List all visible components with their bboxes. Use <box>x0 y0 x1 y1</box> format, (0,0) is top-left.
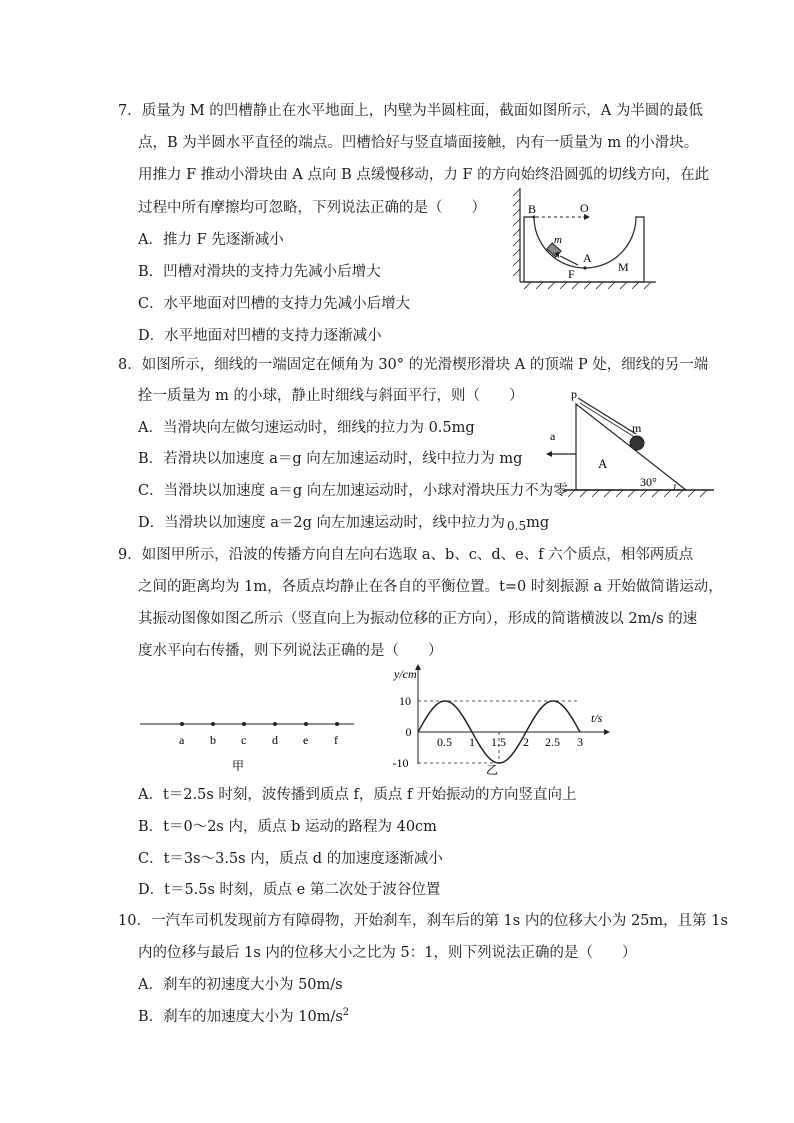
q9-stem-line4: 度水平向右传播，则下列说法正确的是（ ） <box>138 643 443 659</box>
q8-stem-line2: 拴一质量为 m 的小球，静止时细线与斜面平行，则（ ） <box>138 388 524 404</box>
q8-option-a: A．当滑块向左做匀速运动时，细线的拉力为 0.5mg <box>138 420 475 436</box>
ground-hatch <box>568 490 707 497</box>
q8-option-c: C．当滑块以加速度 a＝g 向左加速运动时，小球对滑块压力不为零 <box>138 483 568 499</box>
label-angle: 30° <box>640 475 657 489</box>
label-o: O <box>580 201 589 215</box>
accel-arrowhead <box>546 451 552 457</box>
particle-f-dot <box>335 722 339 726</box>
label-a-accel: a <box>550 429 556 443</box>
x-axis-label: t/s <box>591 711 603 725</box>
q8-option-d <box>138 513 549 533</box>
q7-stem-line4: 过程中所有摩擦均可忽略，下列说法正确的是（ ） <box>138 200 486 216</box>
x-tick-2: 2 <box>523 735 529 749</box>
q7-option-a: A．推力 F 先逐渐减小 <box>138 232 284 248</box>
particle-c-label: c <box>241 733 247 747</box>
x-tick-1.5: 1.5 <box>491 735 506 749</box>
particle-a-label: a <box>179 733 185 747</box>
particle-a-dot <box>180 722 184 726</box>
q10-option-b <box>138 1007 349 1027</box>
particle-d-label: d <box>272 733 278 747</box>
chart-title: 乙 <box>486 763 499 777</box>
q7-stem-line1: 7．质量为 M 的凹槽静止在水平地面上，内壁为半圆柱面，截面如图所示，A 为半圆的最低 <box>118 103 703 119</box>
label-f: F <box>568 267 575 281</box>
point-a <box>583 266 586 269</box>
q9-option-d: D．t＝5.5s 时刻，质点 e 第二次处于波谷位置 <box>138 882 441 898</box>
x-tick-3: 3 <box>577 735 583 749</box>
q9-stem-line2: 之间的距离均为 1m，各质点均静止在各自的平衡位置。t=0 时刻振源 a 开始做简谐运动， <box>138 579 723 595</box>
q8-stem-line1: 8．如图所示，细线的一端固定在倾角为 30° 的光滑楔形滑块 A 的顶端 P 处，细线的另一端 <box>118 357 709 373</box>
q8-option-b: B．若滑块以加速度 a＝g 向左加速运动时，线中拉力为 mg <box>138 451 523 467</box>
q8-wedge-figure <box>540 386 720 502</box>
particle-b-dot <box>211 722 215 726</box>
q10-stem-line2: 内的位移与最后 1s 内的位移大小之比为 5：1，则下列说法正确的是（ ） <box>138 945 637 961</box>
y-tick-10: 10 <box>399 694 411 708</box>
particle-e-label: e <box>303 733 309 747</box>
x-tick-0.5: 0.5 <box>437 735 452 749</box>
q7-option-c: C．水平地面对凹槽的支持力先减小后增大 <box>138 296 411 312</box>
label-p: p <box>571 387 577 401</box>
label-m-small: m <box>554 234 562 246</box>
q9-option-c: C．t＝3s～3.5s 内，质点 d 的加速度逐渐减小 <box>138 851 443 867</box>
q10-option-b-text: B．刹车的加速度大小为 10m/s <box>138 1009 343 1025</box>
x-tick-2.5: 2.5 <box>545 735 560 749</box>
x-axis-arrow <box>604 729 610 735</box>
y-tick-0: 0 <box>405 725 412 739</box>
label-a-wedge: A <box>598 456 608 471</box>
particle-d-dot <box>273 722 277 726</box>
particle-b-label: b <box>210 733 216 747</box>
particle-e-dot <box>304 722 308 726</box>
ground-hatch <box>524 282 651 289</box>
x-tick-1: 1 <box>469 735 475 749</box>
q10-stem-line1: 10．一汽车司机发现前方有障碍物，开始刹车，刹车后的第 1s 内的位移大小为 25m，且第 1s <box>118 913 728 929</box>
q7-option-d: D．水平地面对凹槽的支持力逐渐减小 <box>138 328 382 344</box>
q8-option-d-value: 0.5 <box>507 519 527 533</box>
q9-stem-line1: 9．如图甲所示，沿波的传播方向自左向右选取 a、b、c、d、e、f 六个质点，相邻两质点 <box>118 547 694 563</box>
label-b: B <box>528 202 537 216</box>
label-m: m <box>632 421 642 435</box>
point-o <box>584 216 587 219</box>
ball <box>630 436 644 450</box>
q7-groove-figure <box>510 186 660 296</box>
q9-option-b: B．t＝0～2s 内，质点 b 运动的路程为 40cm <box>138 819 437 835</box>
particle-c-dot <box>242 722 246 726</box>
q10-option-b-exponent: 2 <box>342 1007 350 1018</box>
q9-fig-jia <box>136 708 366 778</box>
q8-option-d-text: D．当滑块以加速度 a＝2g 向左加速运动时，线中拉力为 <box>138 515 505 531</box>
label-a: A <box>583 251 592 265</box>
y-tick--10: -10 <box>392 756 409 770</box>
particle-f-label: f <box>334 733 338 747</box>
q7-stem-line2: 点，B 为半圆水平直径的端点。凹槽恰好与竖直墙面接触，内有一质量为 m 的小滑块。 <box>138 135 699 151</box>
q7-option-b: B．凹槽对滑块的支持力先减小后增大 <box>138 264 381 280</box>
y-axis-label: y/cm <box>394 667 417 681</box>
caption-jia: 甲 <box>232 759 245 773</box>
q8-option-d-unit: mg <box>526 515 550 531</box>
wall-hatch <box>513 189 520 276</box>
q9-vibration-chart <box>378 662 628 777</box>
q9-option-a: A．t＝2.5s 时刻，波传播到质点 f，质点 f 开始振动的方向竖直向上 <box>138 787 577 803</box>
q10-option-a: A．刹车的初速度大小为 50m/s <box>138 977 343 993</box>
q9-stem-line3: 其振动图像如图乙所示（竖直向上为振动位移的正方向），形成的简谐横波以 2m/s 的速 <box>138 611 698 627</box>
q7-stem-line3: 用推力 F 推动小滑块由 A 点向 B 点缓慢移动，力 F 的方向始终沿圆弧的切线方向，在此 <box>138 167 710 183</box>
label-m-big: M <box>618 260 629 274</box>
